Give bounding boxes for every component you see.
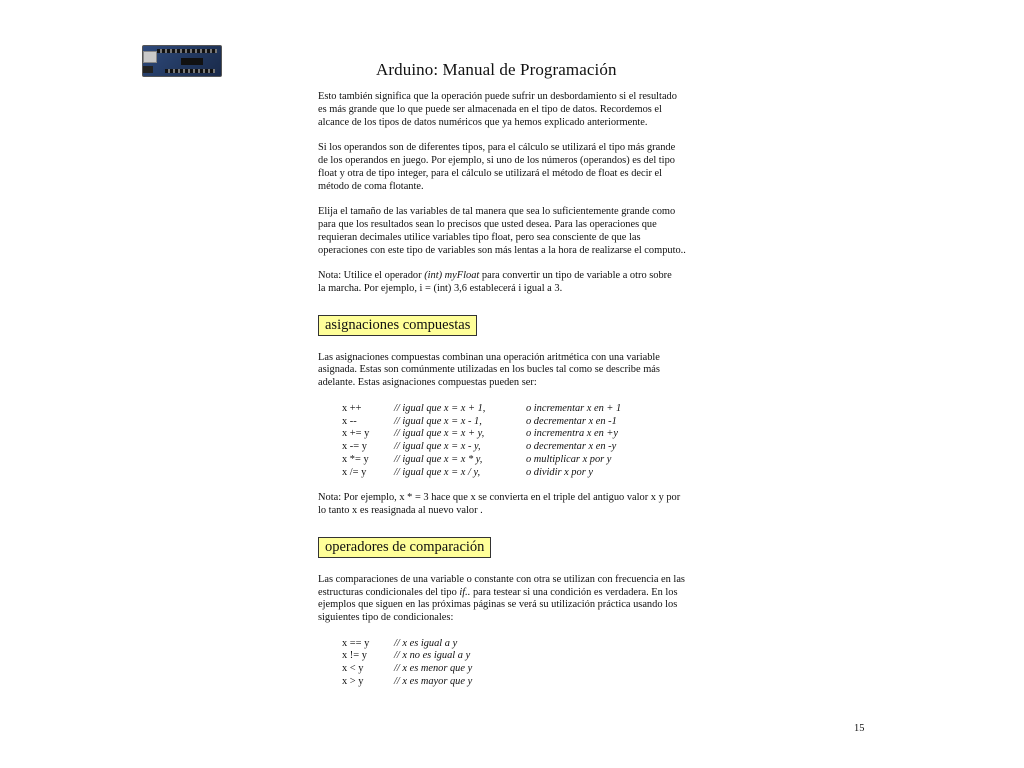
code-comment: // igual que x = x / y, — [394, 466, 481, 478]
page-title: Arduino: Manual de Programación — [376, 60, 617, 79]
page-number: 15 — [854, 723, 865, 734]
text-line: Elija el tamaño de las variables de tal manera que sea lo suficientemente grande como — [318, 206, 676, 218]
code-comment: // x es mayor que y — [394, 676, 473, 688]
paragraph-operand-types — [318, 142, 718, 193]
text-line: para que los resultados sean lo precisos que usted desea. Para las operaciones que — [318, 218, 657, 230]
code-comment: // igual que x = x - 1, — [394, 415, 482, 427]
code-operator: x *= y — [342, 453, 369, 465]
text-line: la marcha. Por ejemplo, i = (int) 3,6 establecerá i igual a 3. — [318, 282, 563, 294]
code-description: o decrementar x en -y — [526, 441, 617, 453]
paragraph-variable-size — [318, 206, 718, 257]
text-line: operaciones con este tipo de variables son más lentas a la hora de realizarse el computo.. — [318, 244, 686, 256]
code-operator: x += y — [342, 428, 370, 440]
code-row — [342, 428, 718, 441]
code-comment: // igual que x = x + y, — [394, 428, 485, 440]
arduino-board-icon — [142, 45, 222, 77]
code-comment: // igual que x = x + 1, — [394, 402, 486, 414]
paragraph-compare-intro — [318, 574, 718, 625]
code-description: o dividir x por y — [526, 466, 593, 478]
text-line: es más grande que lo que puede ser almacenada en el tipo de datos. Recordemos el — [318, 103, 662, 115]
text-line: adelante. Estas asignaciones compuestas pueden ser: — [318, 377, 537, 389]
code-comment: // x es igual a y — [394, 637, 458, 649]
text-line: Nota: Por ejemplo, x * = 3 hace que x se convierta en el triple del antiguo valor x y por — [318, 492, 681, 504]
code-row — [342, 650, 718, 663]
text-line: de los operandos en juego. Por ejemplo, si uno de los números (operandos) es del tipo — [318, 154, 675, 166]
code-row — [342, 416, 718, 429]
text-line: Las asignaciones compuestas combinan una operación aritmética con una variable — [318, 351, 660, 363]
code-comment: // igual que x = x * y, — [394, 453, 483, 465]
note-suffix: para convertir un tipo de variable a otro sobre — [479, 270, 672, 282]
section-heading-comparison-operators: operadores de comparación — [318, 537, 491, 558]
text-line: float y otra de tipo integer, para el cálculo se utilizará el método de float es decir el — [318, 167, 663, 179]
paragraph-compound-intro — [318, 352, 718, 390]
text-line: lo tanto x es reasignada al nuevo valor . — [318, 505, 483, 517]
text-line: asignada. Estas son comúnmente utilizadas en los bucles tal como se describe más — [318, 364, 660, 376]
paragraph-overflow — [318, 91, 718, 129]
code-operator: x > y — [342, 676, 364, 688]
code-inline: if.. — [459, 586, 471, 598]
text-line: método de coma flotante. — [318, 180, 424, 192]
code-row — [342, 403, 718, 416]
code-row — [342, 454, 718, 467]
code-comment: // igual que x = x - y, — [394, 441, 481, 453]
page-content — [318, 91, 718, 702]
text-line — [318, 587, 718, 600]
code-operator: x == y — [342, 637, 370, 649]
text-line: Las comparaciones de una variable o constante con otra se utilizan con frecuencia en las — [318, 573, 685, 585]
header-pins-top — [157, 49, 217, 53]
text-line: alcance de los tipos de datos numéricos que ya hemos explicado anteriormente. — [318, 116, 648, 128]
chip-shape — [181, 58, 203, 65]
text-fragment: para testear si una condición es verdadera. En los — [470, 586, 678, 598]
code-description: o decrementar x en -1 — [526, 415, 617, 427]
code-row — [342, 676, 718, 689]
code-row — [342, 441, 718, 454]
compound-assignment-list — [342, 403, 718, 480]
code-description: o incrementar x en + 1 — [526, 402, 622, 414]
code-row — [342, 663, 718, 676]
code-operator: x -= y — [342, 441, 367, 453]
text-line: siguientes tipo de condicionales: — [318, 612, 454, 624]
power-jack-shape — [143, 66, 153, 73]
note-code: (int) myFloat — [424, 270, 480, 282]
note-prefix: Nota: Utilice el operador — [318, 270, 425, 282]
header-pins-bottom — [165, 69, 215, 73]
comparison-operator-list — [342, 638, 718, 689]
code-operator: x != y — [342, 650, 367, 662]
code-row — [342, 467, 718, 480]
section-heading-compound-assignments: asignaciones compuestas — [318, 315, 477, 336]
text-line: Si los operandos son de diferentes tipos, para el cálculo se utilizará el tipo más grande — [318, 142, 676, 154]
text-fragment: estructuras condicionales del tipo — [318, 586, 460, 598]
code-comment: // x es menor que y — [394, 663, 473, 675]
code-operator: x /= y — [342, 466, 367, 478]
code-comment: // x no es igual a y — [394, 650, 471, 662]
code-operator: x < y — [342, 663, 364, 675]
code-description: o multiplicar x por y — [526, 453, 612, 465]
text-line: requieran decimales utilice variables tipo float, pero sea consciente de que las — [318, 231, 641, 243]
text-line: Esto también significa que la operación puede sufrir un desbordamiento si el resultado — [318, 91, 677, 102]
code-operator: x -- — [342, 415, 357, 427]
note-compound — [318, 492, 718, 518]
code-operator: x ++ — [342, 402, 362, 414]
note-cast — [318, 270, 718, 296]
text-line — [318, 270, 718, 283]
code-description: o incrementra x en +y — [526, 428, 619, 440]
text-line: ejemplos que siguen en las próximas páginas se verá su utilización práctica usando los — [318, 599, 678, 611]
usb-port-shape — [143, 51, 157, 63]
code-row — [342, 638, 718, 651]
